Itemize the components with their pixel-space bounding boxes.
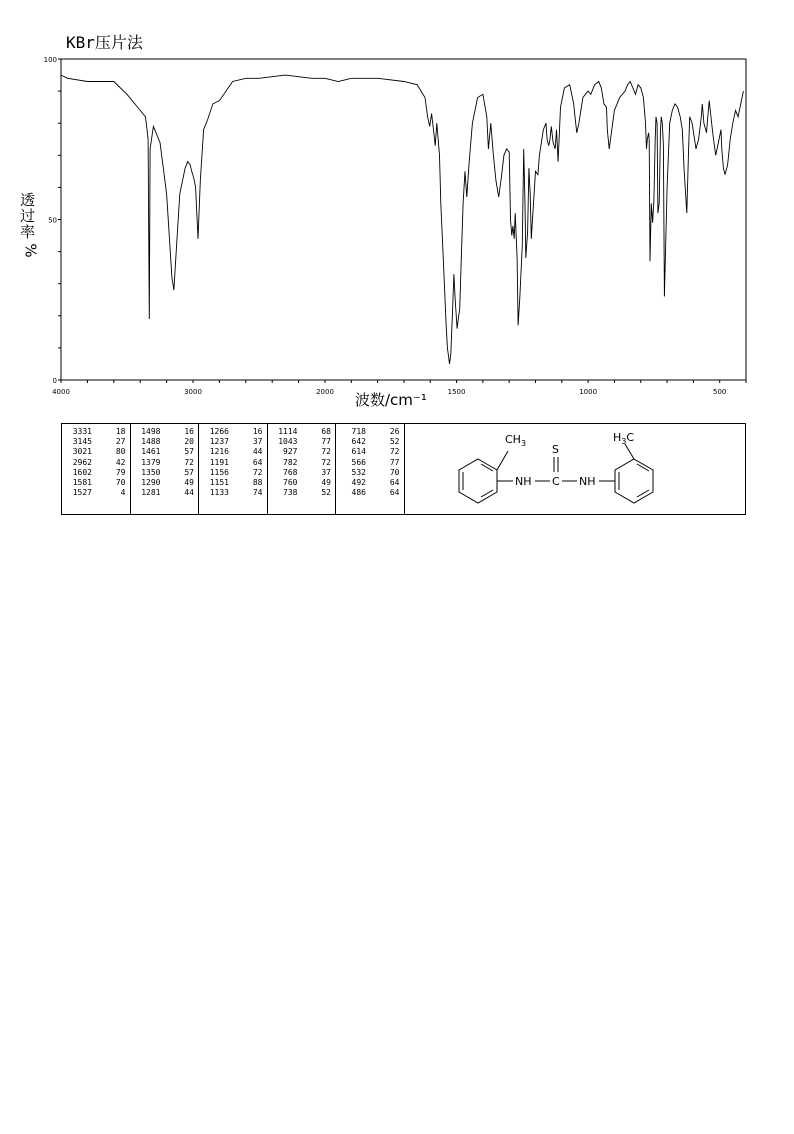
peak-wavenumber: 1281 bbox=[141, 488, 161, 498]
peak-transmittance: 57 bbox=[184, 447, 194, 457]
peak-transmittance: 57 bbox=[184, 467, 194, 477]
ir-spectrum-chart bbox=[0, 0, 794, 420]
peak-wavenumber: 927 bbox=[283, 447, 298, 457]
peak-wavenumber: 486 bbox=[351, 488, 366, 498]
peak-entry bbox=[135, 468, 195, 478]
peak-entry bbox=[203, 478, 263, 488]
peak-table bbox=[61, 423, 405, 515]
peak-transmittance: 4 bbox=[120, 488, 126, 498]
peak-wavenumber: 1498 bbox=[141, 427, 161, 436]
peak-wavenumber: 3021 bbox=[72, 447, 92, 457]
peak-wavenumber: 1602 bbox=[72, 467, 92, 477]
peak-entry bbox=[66, 437, 126, 447]
peak-entry bbox=[135, 437, 195, 447]
peak-wavenumber: 3331 bbox=[72, 427, 92, 436]
peak-entry bbox=[203, 447, 263, 457]
peak-transmittance: 64 bbox=[389, 478, 400, 488]
peak-wavenumber: 1151 bbox=[209, 478, 229, 488]
peak-entry bbox=[272, 437, 332, 447]
y-tick-label: 100 bbox=[43, 56, 57, 64]
peak-wavenumber: 1133 bbox=[209, 488, 229, 498]
left-ring-double-bond bbox=[481, 490, 493, 497]
peak-entry bbox=[203, 437, 263, 447]
x-tick-label: 1500 bbox=[447, 388, 466, 396]
peak-transmittance: 26 bbox=[389, 427, 400, 436]
peak-transmittance: 20 bbox=[184, 437, 194, 447]
peak-transmittance: 70 bbox=[389, 467, 400, 477]
peak-transmittance: 77 bbox=[321, 437, 331, 447]
peak-transmittance: 72 bbox=[321, 447, 331, 457]
peak-entry bbox=[340, 427, 400, 437]
right-ring-double-bond bbox=[637, 490, 649, 497]
peak-transmittance: 68 bbox=[321, 427, 331, 436]
peak-wavenumber: 1043 bbox=[278, 437, 298, 447]
peak-entry bbox=[66, 458, 126, 468]
peak-column bbox=[62, 424, 131, 515]
peak-transmittance: 79 bbox=[115, 467, 126, 477]
peak-entry bbox=[272, 458, 332, 468]
right-methyl-bond bbox=[625, 444, 634, 459]
peak-entry bbox=[203, 427, 263, 437]
peak-wavenumber: 782 bbox=[283, 457, 298, 467]
left-methyl-bond bbox=[497, 451, 508, 470]
peak-transmittance: 42 bbox=[115, 457, 126, 467]
peak-wavenumber: 1290 bbox=[141, 478, 161, 488]
peak-transmittance: 72 bbox=[389, 447, 400, 457]
peak-transmittance: 49 bbox=[321, 478, 331, 488]
y-axis-title bbox=[18, 192, 42, 259]
peak-wavenumber: 532 bbox=[351, 467, 366, 477]
peak-entry bbox=[340, 447, 400, 457]
right-methyl-label: $H_3C$ bbox=[613, 431, 635, 446]
peak-entry bbox=[135, 478, 195, 488]
thiourea-structure bbox=[405, 424, 745, 514]
peak-transmittance: 70 bbox=[115, 478, 126, 488]
peak-wavenumber: 760 bbox=[283, 478, 298, 488]
plot-frame bbox=[61, 59, 746, 380]
peak-wavenumber: 1461 bbox=[141, 447, 161, 457]
method-title: KBr压片法 bbox=[66, 33, 143, 52]
peak-entry bbox=[340, 458, 400, 468]
left-ring-double-bond bbox=[481, 464, 493, 471]
x-tick-label: 500 bbox=[713, 388, 727, 396]
peak-entry bbox=[135, 458, 195, 468]
x-tick-label: 3000 bbox=[184, 388, 202, 396]
peak-transmittance: 72 bbox=[184, 457, 194, 467]
peak-transmittance: 18 bbox=[115, 427, 126, 436]
peak-wavenumber: 768 bbox=[283, 467, 298, 477]
peak-entry bbox=[66, 468, 126, 478]
peak-transmittance: 77 bbox=[389, 457, 400, 467]
peak-wavenumber: 1191 bbox=[209, 457, 229, 467]
peak-entry bbox=[66, 447, 126, 457]
x-tick-label: 1000 bbox=[579, 388, 598, 396]
peak-transmittance: 72 bbox=[321, 457, 331, 467]
peak-transmittance: 44 bbox=[184, 488, 194, 498]
peak-entry bbox=[66, 478, 126, 488]
peak-wavenumber: 642 bbox=[351, 437, 366, 447]
peak-entry bbox=[203, 468, 263, 478]
x-tick-label: 2000 bbox=[316, 388, 334, 396]
peak-transmittance: 44 bbox=[252, 447, 263, 457]
peak-transmittance: 49 bbox=[184, 478, 194, 488]
peak-entry bbox=[66, 488, 126, 498]
peak-entry bbox=[66, 427, 126, 437]
peak-entry bbox=[203, 458, 263, 468]
peak-entry bbox=[272, 488, 332, 498]
peak-column bbox=[130, 424, 199, 515]
peak-entry bbox=[203, 488, 263, 498]
peak-transmittance: 16 bbox=[184, 427, 194, 436]
peak-transmittance: 16 bbox=[252, 427, 263, 436]
peak-wavenumber: 1350 bbox=[141, 467, 161, 477]
peak-transmittance: 27 bbox=[115, 437, 126, 447]
x-axis-title: 波数/cm⁻¹ bbox=[355, 391, 427, 409]
sulfur-label: S bbox=[552, 443, 559, 456]
peak-wavenumber: 3145 bbox=[72, 437, 92, 447]
peak-transmittance: 74 bbox=[252, 488, 263, 498]
peak-transmittance: 88 bbox=[252, 478, 263, 488]
left-methyl-label: $CH_3$ bbox=[505, 433, 527, 448]
peak-entry bbox=[135, 427, 195, 437]
right-benzene-ring bbox=[615, 459, 653, 503]
peak-entry bbox=[340, 468, 400, 478]
peak-transmittance: 52 bbox=[389, 437, 400, 447]
peak-column bbox=[199, 424, 268, 515]
peak-wavenumber: 1581 bbox=[72, 478, 92, 488]
peak-transmittance: 72 bbox=[252, 467, 263, 477]
peak-wavenumber: 1379 bbox=[141, 457, 161, 467]
y-axis-ticks bbox=[44, 56, 61, 385]
structure-panel bbox=[404, 423, 746, 515]
peak-transmittance: 37 bbox=[321, 467, 331, 477]
spectrum-line bbox=[61, 75, 743, 364]
peak-wavenumber: 1266 bbox=[209, 427, 229, 436]
peak-transmittance: 52 bbox=[321, 488, 331, 498]
peak-wavenumber: 614 bbox=[351, 447, 366, 457]
carbon-label: C bbox=[552, 475, 560, 488]
peak-entry bbox=[340, 437, 400, 447]
peak-entry bbox=[272, 478, 332, 488]
peak-column bbox=[267, 424, 336, 515]
peak-entry bbox=[272, 447, 332, 457]
nh-left-label: NH bbox=[515, 475, 532, 488]
y-tick-label: 50 bbox=[48, 216, 57, 225]
peak-entry bbox=[135, 488, 195, 498]
peak-entry bbox=[340, 488, 400, 498]
peak-entry bbox=[272, 468, 332, 478]
peak-column bbox=[336, 424, 405, 515]
peak-wavenumber: 566 bbox=[351, 457, 366, 467]
peak-wavenumber: 492 bbox=[351, 478, 366, 488]
y-tick-label: 0 bbox=[52, 377, 57, 385]
peak-wavenumber: 1488 bbox=[141, 437, 161, 447]
left-benzene-ring bbox=[459, 459, 497, 503]
peak-wavenumber: 1114 bbox=[278, 427, 298, 436]
peak-transmittance: 64 bbox=[252, 457, 263, 467]
peak-table-row bbox=[62, 424, 405, 515]
peak-entry bbox=[272, 427, 332, 437]
y-axis-unit: % bbox=[21, 243, 40, 258]
right-ring-double-bond bbox=[637, 464, 649, 471]
peak-transmittance: 80 bbox=[115, 447, 126, 457]
peak-wavenumber: 718 bbox=[351, 427, 366, 436]
peak-wavenumber: 1527 bbox=[72, 488, 92, 498]
peak-entry bbox=[135, 447, 195, 457]
peak-wavenumber: 2962 bbox=[72, 457, 92, 467]
peak-wavenumber: 738 bbox=[283, 488, 298, 498]
y-axis-label-text: 透过率 bbox=[18, 192, 36, 240]
peak-entry bbox=[340, 478, 400, 488]
peak-transmittance: 64 bbox=[389, 488, 400, 498]
peak-wavenumber: 1237 bbox=[209, 437, 229, 447]
peak-wavenumber: 1216 bbox=[209, 447, 229, 457]
x-tick-label: 4000 bbox=[52, 388, 70, 396]
peak-transmittance: 37 bbox=[252, 437, 263, 447]
peak-wavenumber: 1156 bbox=[209, 467, 229, 477]
nh-right-label: NH bbox=[579, 475, 596, 488]
